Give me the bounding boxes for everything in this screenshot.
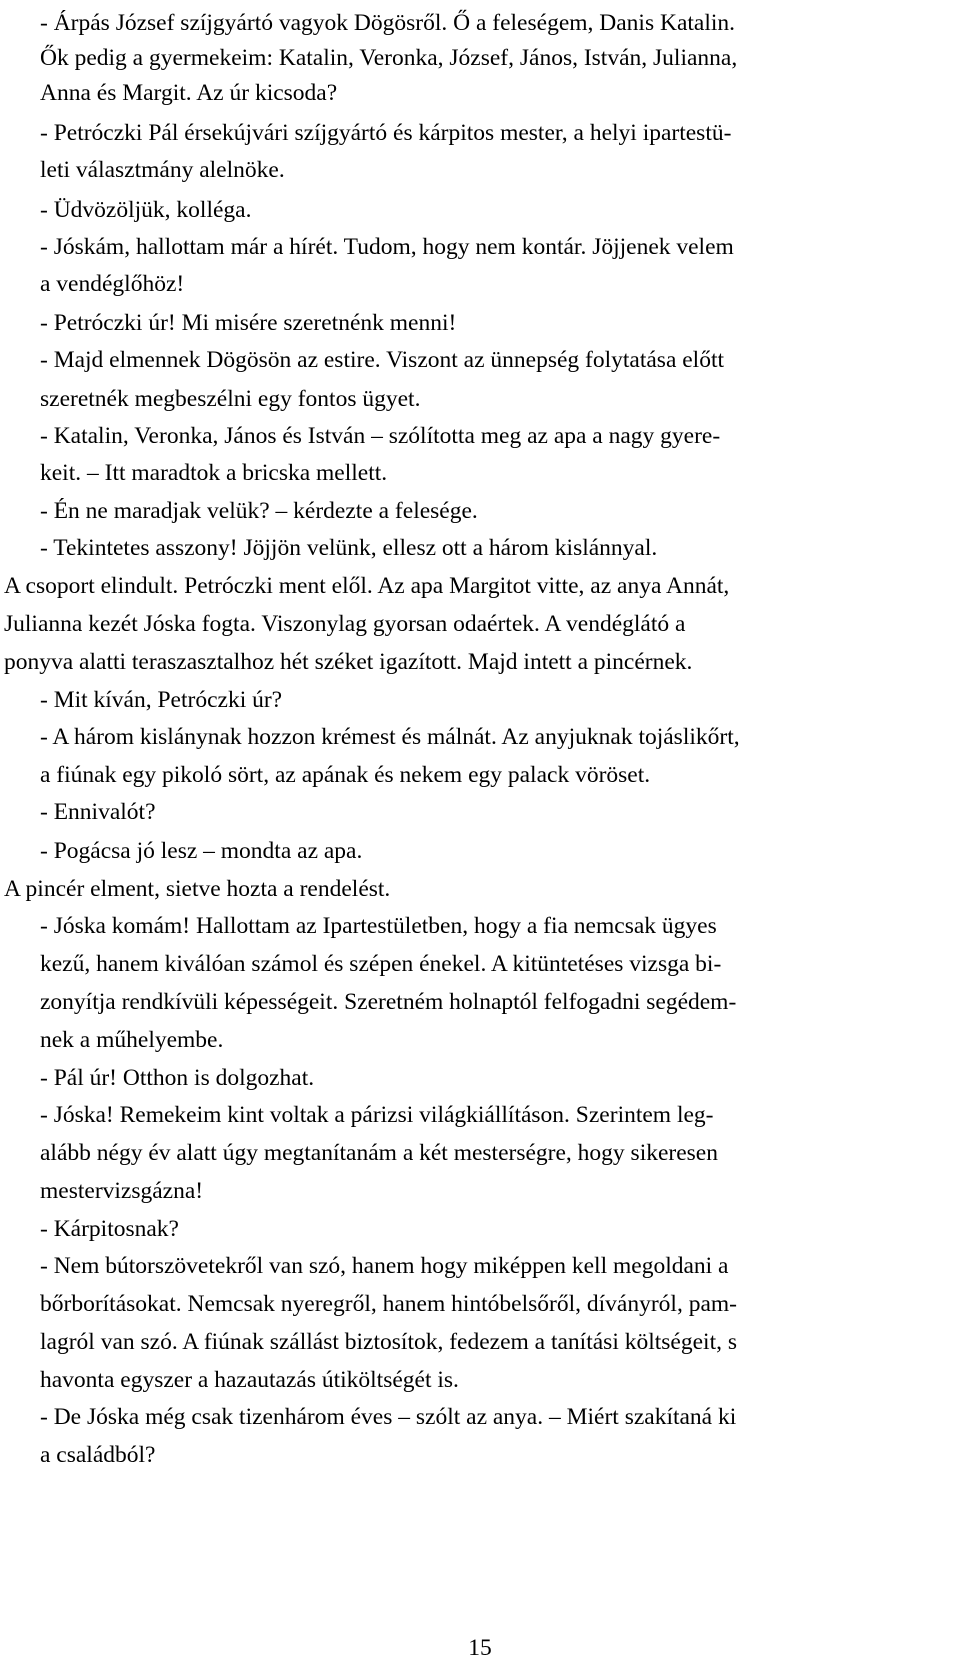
text-line: - Én ne maradjak velük? – kérdezte a felesége. (40, 498, 478, 524)
text-line: nek a műhelyembe. (40, 1027, 224, 1053)
text-line: zonyítja rendkívüli képességeit. Szeretném holnaptól felfogadni segédem- (40, 989, 737, 1015)
text-line: - Jóskám, hallottam már a hírét. Tudom, hogy nem kontár. Jöjjenek velem (40, 234, 734, 260)
page-number: 15 (468, 1635, 492, 1661)
text-line: a családból? (40, 1442, 156, 1468)
text-line: - Mit kíván, Petróczki úr? (40, 687, 283, 713)
text-line: kezű, hanem kiválóan számol és szépen énekel. A kitüntetéses vizsga bi- (40, 951, 722, 977)
text-line: - Ennivalót? (40, 799, 156, 825)
text-line: - Pogácsa jó lesz – mondta az apa. (40, 838, 363, 864)
text-line: a fiúnak egy pikoló sört, az apának és nekem egy palack vöröset. (40, 762, 651, 788)
text-line: - Petróczki Pál érsekújvári szíjgyártó és kárpitos mester, a helyi ipartestü- (40, 120, 732, 146)
text-line: - De Jóska még csak tizenhárom éves – szólt az anya. – Miért szakítaná ki (40, 1404, 737, 1430)
text-line: - Majd elmennek Dögösön az estire. Viszont az ünnepség folytatása előtt (40, 347, 725, 373)
text-line: - Árpás József szíjgyártó vagyok Dögösről. Ő a feleségem, Danis Katalin. (40, 10, 736, 36)
text-line: Ők pedig a gyermekeim: Katalin, Veronka, József, János, István, Julianna, (40, 45, 738, 71)
text-line: - Katalin, Veronka, János és István – szólította meg az apa a nagy gyere- (40, 423, 721, 449)
text-line: alább négy év alatt úgy megtanítanám a két mesterségre, hogy sikeresen (40, 1140, 718, 1166)
text-line: - Jóska! Remekeim kint voltak a párizsi világkiállításon. Szerintem leg- (40, 1102, 714, 1128)
text-line: - Jóska komám! Hallottam az Ipartestületben, hogy a fia nemcsak ügyes (40, 913, 717, 939)
text-line: - Petróczki úr! Mi misére szeretnénk menni! (40, 310, 457, 336)
text-line: - Nem bútorszövetekről van szó, hanem hogy miképpen kell megoldani a (40, 1253, 729, 1279)
text-line: havonta egyszer a hazautazás útiköltségét is. (40, 1367, 459, 1393)
text-line: - Kárpitosnak? (40, 1216, 179, 1242)
text-line: a vendéglőhöz! (40, 271, 185, 297)
text-line: - Pál úr! Otthon is dolgozhat. (40, 1065, 315, 1091)
text-line: Julianna kezét Jóska fogta. Viszonylag gyorsan odaértek. A vendéglátó a (4, 611, 686, 637)
text-line: lagról van szó. A fiúnak szállást biztosítok, fedezem a tanítási költségeit, s (40, 1329, 737, 1355)
text-line: keit. – Itt maradtok a bricska mellett. (40, 460, 388, 486)
text-line: szeretnék megbeszélni egy fontos ügyet. (40, 386, 421, 412)
text-line: mestervizsgázna! (40, 1178, 204, 1204)
text-line: Anna és Margit. Az úr kicsoda? (40, 80, 338, 106)
text-line: A pincér elment, sietve hozta a rendelést. (4, 876, 391, 902)
text-line: - A három kislánynak hozzon krémest és málnát. Az anyjuknak tojáslikőrt, (40, 724, 740, 750)
text-line: leti választmány alelnöke. (40, 157, 285, 183)
text-line: A csoport elindult. Petróczki ment elől. Az apa Margitot vitte, az anya Annát, (4, 573, 730, 599)
text-line: - Tekintetes asszony! Jöjjön velünk, ellesz ott a három kislánnyal. (40, 535, 658, 561)
text-line: ponyva alatti teraszasztalhoz hét széket igazított. Majd intett a pincérnek. (4, 649, 693, 675)
text-line: bőrborításokat. Nemcsak nyeregről, hanem hintóbelsőről, díványról, pam- (40, 1291, 737, 1317)
text-line: - Üdvözöljük, kolléga. (40, 197, 252, 223)
